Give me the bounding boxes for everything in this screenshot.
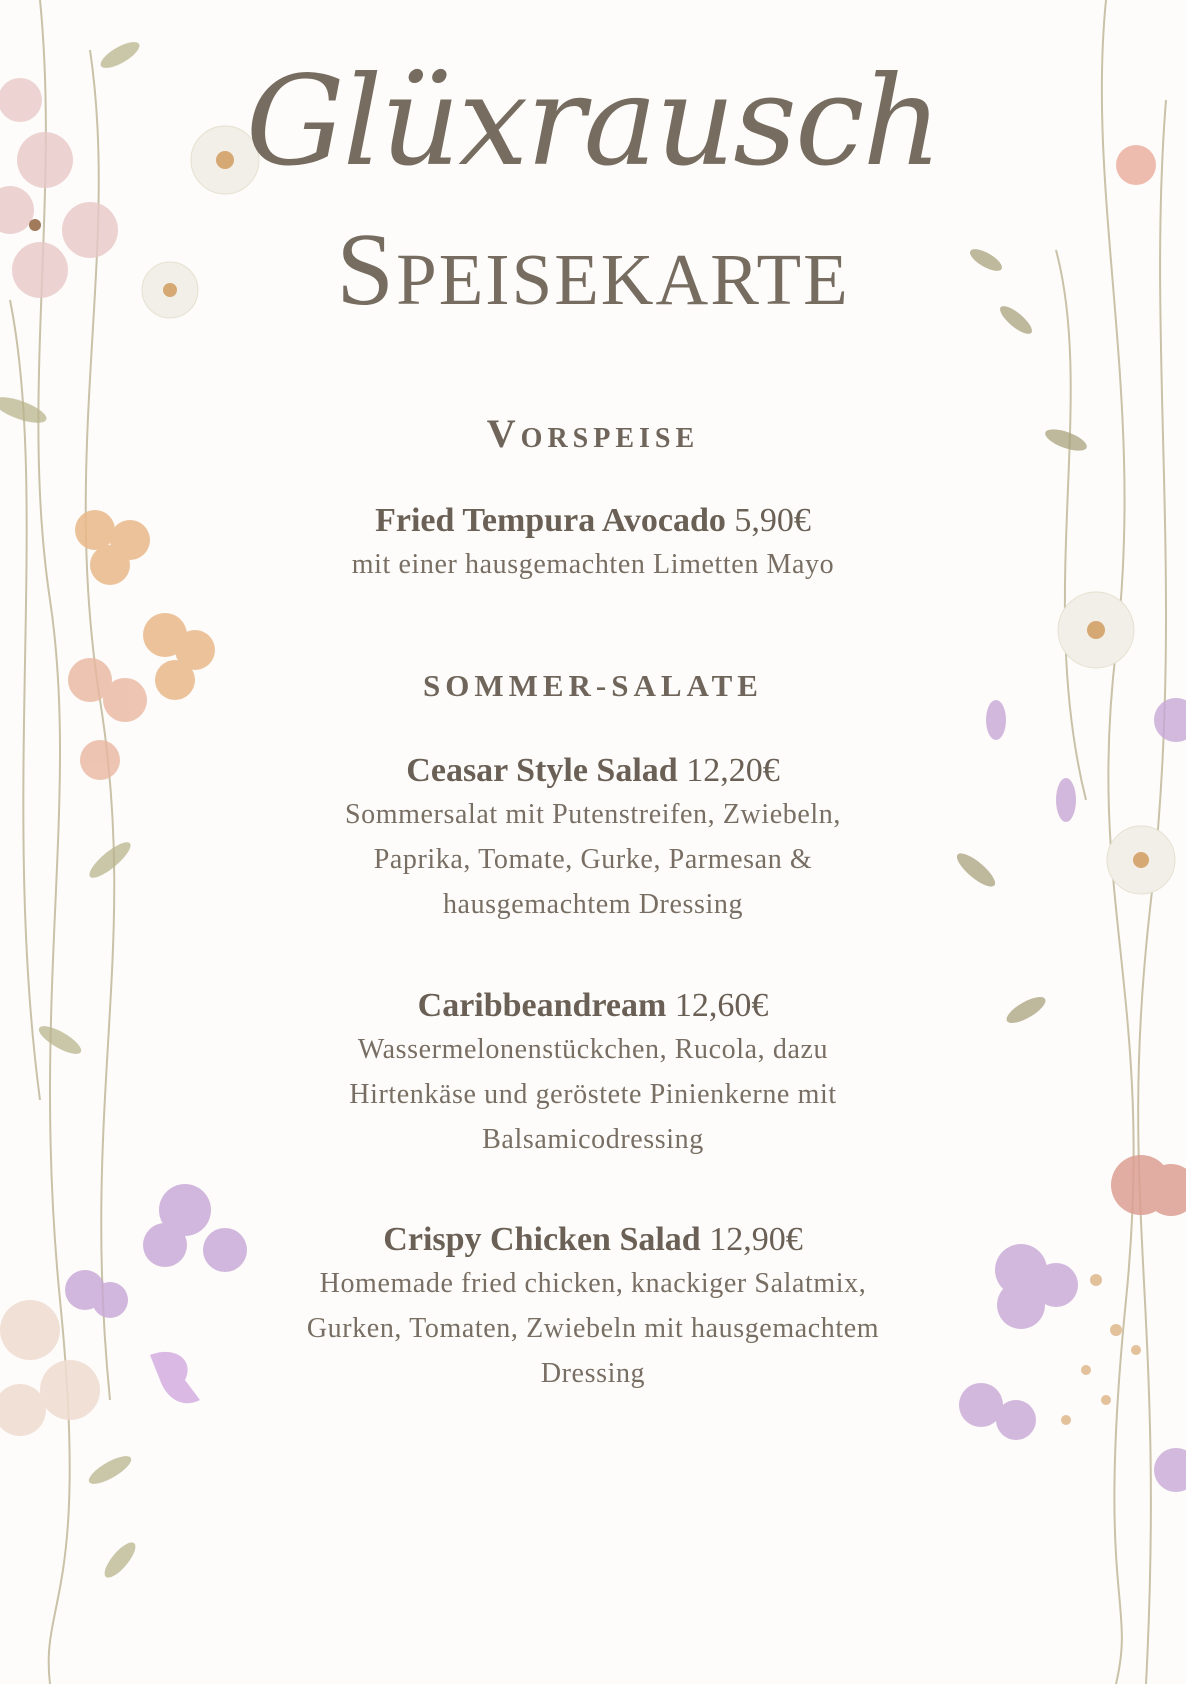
floral-border-left — [0, 0, 270, 1684]
item-name: Crispy Chicken Salad — [383, 1221, 701, 1258]
menu-item — [243, 500, 943, 587]
item-price: 5,90€ — [734, 502, 811, 539]
item-description: mit einer hausgemachten Limetten Mayo — [351, 549, 835, 580]
item-description: Sommersalat mit Putenstreifen, Zwiebeln, — [344, 799, 841, 830]
item-price: 12,90€ — [709, 1221, 803, 1258]
item-description: Wassermelonenstückchen, Rucola, dazu — [357, 1034, 829, 1065]
item-name: Ceasar Style Salad — [406, 752, 678, 789]
menu-item — [243, 1219, 943, 1396]
item-description: Balsamicodressing — [482, 1124, 704, 1155]
item-description: Paprika, Tomate, Gurke, Parmesan & — [373, 844, 813, 875]
item-description: Gurken, Tomaten, Zwiebeln mit hausgemachtem — [306, 1313, 880, 1344]
floral-border-right — [936, 0, 1186, 1684]
item-name: Caribbeandream — [417, 987, 667, 1024]
section-heading-sommer-salate: SOMMER-SALATE — [422, 668, 763, 703]
item-price: 12,60€ — [674, 987, 769, 1024]
brand-logo-text: Glüxrausch — [245, 50, 941, 194]
item-description: Homemade fried chicken, knackiger Salatmix, — [319, 1268, 867, 1299]
item-description: Hirtenkäse und geröstete Pinienkerne mit — [349, 1079, 837, 1110]
section-heading-vorspeise: Vorspeise — [486, 411, 700, 456]
item-description: hausgemachtem Dressing — [442, 889, 744, 920]
item-name: Fried Tempura Avocado — [375, 502, 726, 539]
butterfly-icon — [150, 1352, 200, 1403]
item-price: 12,20€ — [686, 752, 780, 789]
page-title: Speisekarte — [336, 212, 850, 327]
item-description: Dressing — [540, 1358, 646, 1389]
menu-item — [243, 750, 943, 927]
menu-item — [243, 985, 943, 1162]
